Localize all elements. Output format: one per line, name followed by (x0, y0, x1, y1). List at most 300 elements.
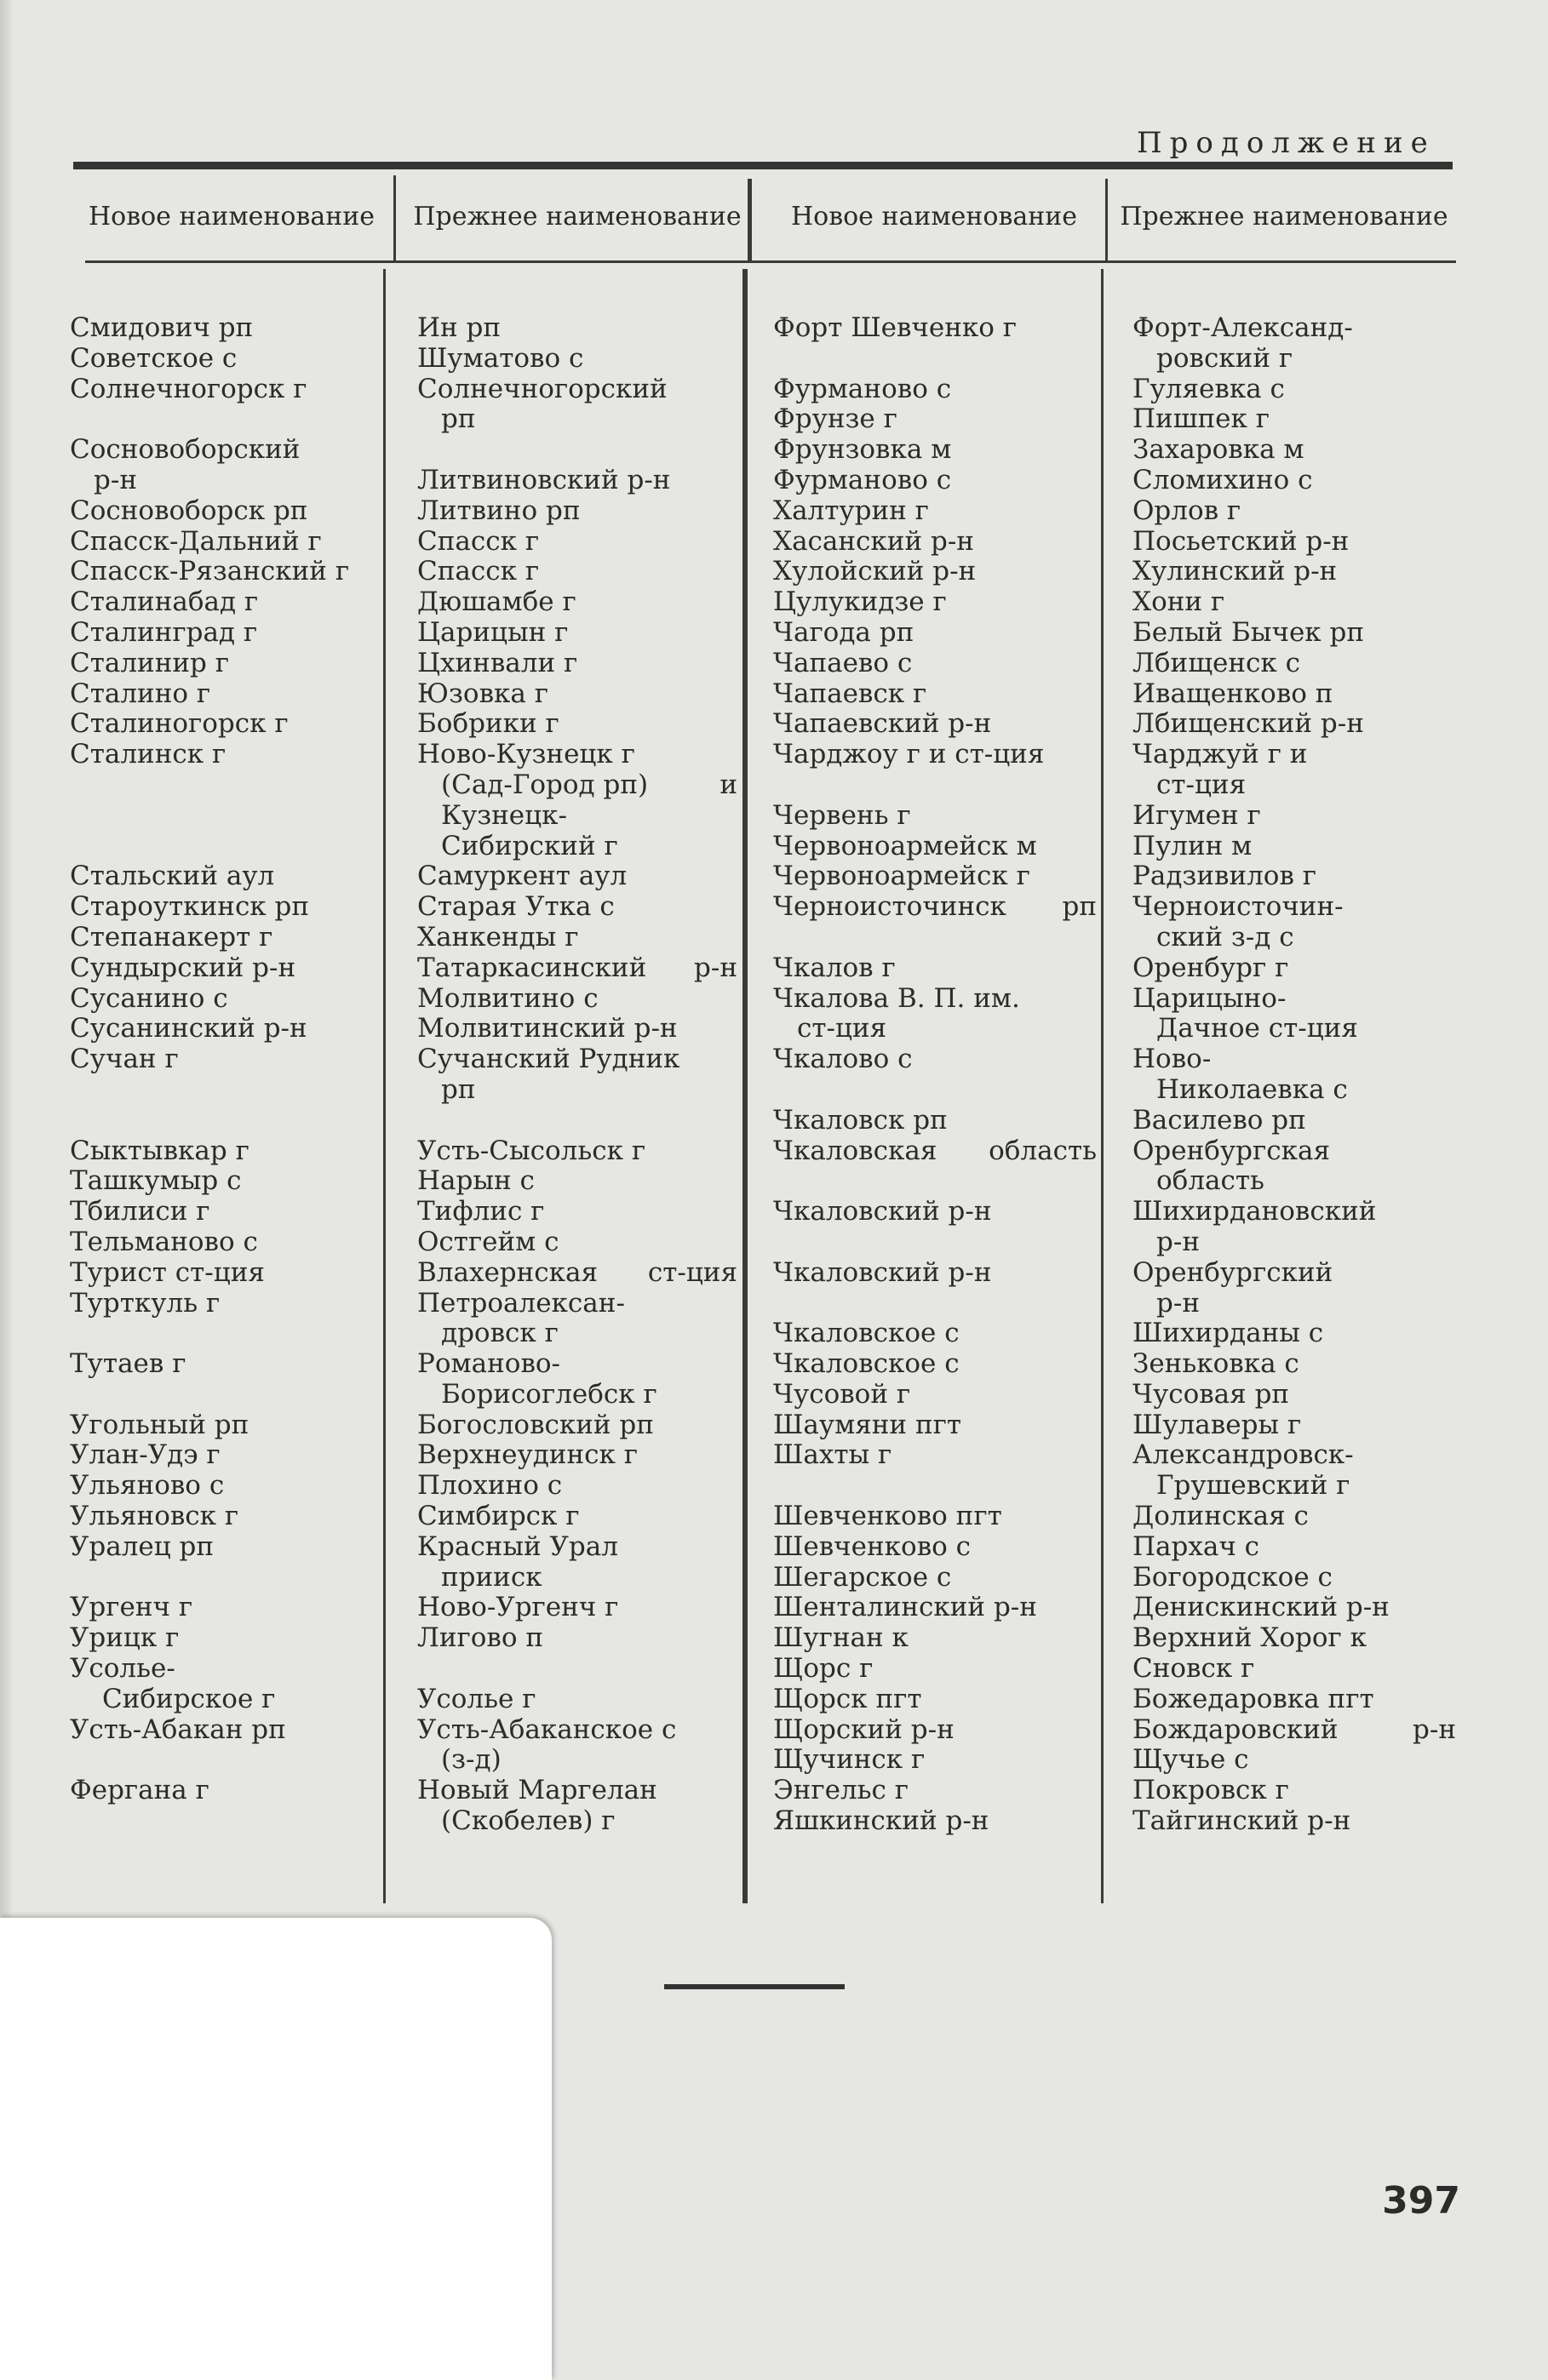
list-item (773, 466, 1097, 496)
list-item (1132, 587, 1456, 618)
list-item-text: Сибирский г (441, 830, 618, 861)
header-divider-2 (748, 179, 752, 260)
list-item (417, 1563, 737, 1593)
list-item-text: Сыктывкар г (70, 1135, 249, 1166)
list-item-text: Белый Бычек рп (1132, 616, 1365, 648)
list-item (1132, 1289, 1456, 1319)
list-item (773, 740, 1097, 770)
list-item-text: Червоноармейск м (773, 830, 1037, 861)
list-item (417, 953, 737, 984)
list-item-text: Хасанский р-н (773, 525, 974, 557)
list-item (70, 557, 376, 587)
list-item-text: Червоноармейск г (773, 861, 1030, 892)
list-item (70, 679, 376, 710)
list-item (773, 404, 1097, 435)
list-item-text: ровский г (1156, 342, 1293, 374)
list-item-text: Усолье г (417, 1683, 536, 1714)
list-item (773, 1654, 1097, 1685)
list-item-text: Хони г (1132, 586, 1225, 618)
list-item (417, 1075, 737, 1106)
list-item (773, 1776, 1097, 1806)
list-item (70, 496, 376, 527)
list-item-text: Чкаловск рп (773, 1104, 948, 1136)
list-item-text: Оренбургская (1132, 1135, 1331, 1166)
list-item-text: Николаевка с (1156, 1073, 1348, 1105)
list-item-text: Сновск г (1132, 1653, 1255, 1685)
list-item (1132, 1014, 1456, 1044)
list-item-tail: ст-ция (647, 1256, 737, 1288)
list-item-text: Улан-Удэ г (70, 1439, 221, 1471)
list-item (773, 1806, 1097, 1837)
list-item (773, 1227, 1097, 1258)
list-item (70, 1289, 376, 1319)
list-item (1132, 892, 1456, 923)
list-item (773, 557, 1097, 587)
list-item-text: Фрунзе г (773, 403, 897, 435)
list-item (1132, 557, 1456, 587)
list-item (417, 1776, 737, 1806)
column-new-name-1 (70, 313, 376, 1806)
list-item (773, 344, 1097, 375)
header-new-name-2: Новое наименование (790, 202, 1077, 232)
list-item-text: Ханкенды г (417, 921, 579, 953)
list-item (70, 1563, 376, 1593)
list-item (1132, 1623, 1456, 1654)
end-rule (664, 1984, 845, 1989)
column-divider-3 (1101, 269, 1104, 1903)
list-item-text: Орлов г (1132, 495, 1241, 526)
list-item (70, 1106, 376, 1136)
list-item-text: Чапаевск г (773, 678, 927, 709)
list-item-text: р-н (1156, 1287, 1200, 1319)
list-item (1132, 1136, 1456, 1167)
list-item-text: Шихирдановский (1132, 1196, 1377, 1227)
list-item (70, 1166, 376, 1197)
list-item (70, 709, 376, 740)
list-item-text: Верхний Хорог к (1132, 1622, 1367, 1654)
list-item (773, 861, 1097, 892)
list-item-text: прииск (441, 1561, 542, 1593)
list-item-text: Ургенч г (70, 1592, 193, 1623)
list-item-text: Сибирское г (102, 1683, 276, 1714)
list-item (70, 618, 376, 649)
list-item-text: Василево рп (1132, 1104, 1306, 1136)
list-item (70, 404, 376, 435)
list-item-text: Чусовой г (773, 1378, 911, 1410)
list-item-tail: рп (1062, 891, 1097, 923)
header-rule (85, 260, 1456, 263)
list-item (1132, 1593, 1456, 1623)
list-item (1132, 1380, 1456, 1410)
list-item (417, 1745, 737, 1776)
list-item-text: Литвино рп (417, 495, 581, 526)
list-item (417, 832, 737, 862)
list-item (1132, 1410, 1456, 1441)
list-item-text: Лигово п (417, 1622, 544, 1654)
list-item (70, 1380, 376, 1410)
list-item-text: Чкаловское с (773, 1348, 960, 1380)
list-item (417, 587, 737, 618)
list-item-text: Спасск-Рязанский г (70, 556, 350, 587)
list-item-text: Долинская с (1132, 1501, 1309, 1532)
list-item (1132, 466, 1456, 496)
list-item-text: Юзовка г (417, 678, 548, 709)
list-item (1132, 1440, 1456, 1471)
list-item-text: Зеньковка с (1132, 1348, 1299, 1380)
list-item-text: Чкаловское с (773, 1318, 960, 1349)
list-item-text: Татаркасинский (417, 952, 647, 983)
list-item (1132, 1806, 1456, 1837)
list-item-text: Степанакерт г (70, 921, 273, 953)
list-item (70, 953, 376, 984)
list-item (1132, 527, 1456, 558)
list-item (70, 1319, 376, 1349)
list-item-text: Фурманово с (773, 373, 952, 404)
list-item (417, 923, 737, 953)
list-item-text: Дачное ст-ция (1156, 1013, 1358, 1044)
list-item (417, 1410, 737, 1441)
header-new-name-1: Новое наименование (88, 202, 375, 232)
list-item-text: Уралец рп (70, 1530, 215, 1562)
list-item (417, 618, 737, 649)
list-item (417, 1471, 737, 1502)
list-item-text: Усть-Сысольск г (417, 1135, 646, 1166)
list-item-text: Сучан г (70, 1044, 179, 1075)
list-item-text: Царицыно- (1132, 982, 1287, 1014)
list-item-text: Угольный рп (70, 1409, 249, 1440)
list-item (1132, 1319, 1456, 1349)
header-old-name-1: Прежнее наименование (413, 202, 742, 232)
list-item-text: ст-ция (797, 1013, 887, 1044)
list-item (1132, 770, 1456, 801)
list-item (417, 892, 737, 923)
list-item-text: Чарджоу г и ст-ция (773, 739, 1045, 770)
list-item (417, 313, 737, 344)
list-item (70, 344, 376, 375)
list-item-text: Сталиногорск г (70, 708, 289, 740)
list-item (70, 1044, 376, 1075)
list-item (70, 801, 376, 832)
list-item-text: Пулин м (1132, 830, 1253, 861)
list-item-text: Оренбургский (1132, 1256, 1333, 1288)
list-item (70, 984, 376, 1015)
list-item (70, 375, 376, 405)
list-item (70, 1745, 376, 1776)
list-item (417, 1623, 737, 1654)
list-item-text: Чкаловская (773, 1135, 937, 1166)
list-item (1132, 1258, 1456, 1289)
list-item-text: Фергана г (70, 1775, 209, 1806)
list-item (417, 375, 737, 405)
list-item (1132, 496, 1456, 527)
list-item (70, 832, 376, 862)
list-item (70, 1440, 376, 1471)
list-item-text: Шевченково пгт (773, 1501, 1002, 1532)
list-item (417, 1014, 737, 1044)
list-item-text: Сталинир г (70, 647, 229, 678)
list-item (417, 527, 737, 558)
list-item (70, 1532, 376, 1563)
list-item-text: Чкаловский р-н (773, 1196, 992, 1227)
list-item (1132, 1745, 1456, 1776)
list-item-text: р-н (94, 464, 137, 495)
list-item-text: область (1156, 1165, 1264, 1197)
list-item-text: Богородское с (1132, 1561, 1333, 1593)
list-item (1132, 953, 1456, 984)
list-item (1132, 375, 1456, 405)
list-item-text: Щорс г (773, 1653, 874, 1685)
list-item-text: Чкалово с (773, 1044, 913, 1075)
list-item-text: рп (441, 403, 476, 435)
list-item-text: Верхнеудинск г (417, 1439, 638, 1471)
list-item (773, 1136, 1097, 1167)
list-item-text: Чагода рп (773, 616, 914, 648)
list-item (773, 832, 1097, 862)
column-new-name-2 (773, 313, 1097, 1837)
list-item (417, 1593, 737, 1623)
list-item-tail: и (720, 769, 737, 800)
column-old-name-2 (1132, 313, 1456, 1837)
list-item-text: Сучанский Рудник (417, 1044, 680, 1075)
list-item (417, 709, 737, 740)
list-item-text: Хулинский р-н (1132, 556, 1338, 587)
list-item (70, 1502, 376, 1532)
list-item (1132, 923, 1456, 953)
list-item (773, 1745, 1097, 1776)
list-item-text: Ин рп (417, 312, 502, 343)
list-item-text: Остгейм с (417, 1226, 559, 1257)
list-item-text: Посьетский р-н (1132, 525, 1350, 557)
list-item-text: Тифлис г (417, 1196, 545, 1227)
list-item-text: Шуматово с (417, 342, 584, 374)
header-old-name-2: Прежнее наименование (1120, 202, 1448, 232)
list-item (70, 649, 376, 679)
list-item (1132, 344, 1456, 375)
header-divider-1 (393, 175, 396, 260)
list-item-text: Сосновоборск рп (70, 495, 308, 526)
list-item (1132, 1532, 1456, 1563)
list-item-text: Черноисточин- (1132, 891, 1344, 923)
list-item (773, 679, 1097, 710)
list-item (773, 649, 1097, 679)
list-item-text: Кузнецк- (441, 799, 567, 831)
list-item-text: Шаумяни пгт (773, 1409, 961, 1440)
list-item-text: Лбищенский р-н (1132, 708, 1364, 740)
list-item (773, 1044, 1097, 1075)
list-item (417, 1136, 737, 1167)
list-item-text: Красный Урал (417, 1530, 618, 1562)
list-item-text: Чарджуй г и (1132, 739, 1308, 770)
list-item (70, 527, 376, 558)
list-item-text: Нарын с (417, 1165, 535, 1197)
list-item (1132, 1471, 1456, 1502)
list-item (417, 404, 737, 435)
list-item-text: Чкалова В. П. им. (773, 982, 1020, 1014)
list-item (773, 1075, 1097, 1106)
list-item (417, 1197, 737, 1227)
list-item (773, 435, 1097, 466)
list-item-text: Форт-Александ- (1132, 312, 1353, 343)
list-item-text: Сосновоборский (70, 434, 301, 466)
list-item (1132, 984, 1456, 1015)
list-item-text: Червень г (773, 799, 911, 831)
list-item (773, 1685, 1097, 1715)
list-item (773, 587, 1097, 618)
list-item (70, 1136, 376, 1167)
list-item (417, 1319, 737, 1349)
list-item-text: Богословский рп (417, 1409, 654, 1440)
list-item-text: Халтурин г (773, 495, 929, 526)
list-item-text: Шегарское с (773, 1561, 952, 1593)
list-item (773, 618, 1097, 649)
list-item (773, 984, 1097, 1015)
list-item (773, 1623, 1097, 1654)
list-item (1132, 1776, 1456, 1806)
list-item-text: Спасск г (417, 556, 540, 587)
list-item-text: Цулукидзе г (773, 586, 947, 618)
list-item (417, 740, 737, 770)
list-item (773, 1319, 1097, 1349)
list-item (417, 1715, 737, 1746)
list-item-text: Литвиновский р-н (417, 464, 671, 495)
list-item-text: Тутаев г (70, 1348, 186, 1380)
list-item (70, 1776, 376, 1806)
list-item (70, 892, 376, 923)
list-item-text: Турткуль г (70, 1287, 221, 1319)
list-item (773, 1106, 1097, 1136)
list-item-text: Радзивилов г (1132, 861, 1317, 892)
list-item (773, 527, 1097, 558)
list-item (773, 1502, 1097, 1532)
list-item-text: Ульяновск г (70, 1501, 239, 1532)
list-item (70, 1258, 376, 1289)
list-item-text: р-н (1156, 1226, 1200, 1257)
list-item (1132, 404, 1456, 435)
list-item (773, 1380, 1097, 1410)
list-item (773, 1258, 1097, 1289)
list-item-text: Новый Маргелан (417, 1775, 657, 1806)
list-item-text: Староуткинск рп (70, 891, 310, 923)
list-item-text: Урицк г (70, 1622, 180, 1654)
list-item (70, 1623, 376, 1654)
list-item (70, 1349, 376, 1380)
list-item-text: (Сад-Город рп) (441, 769, 649, 800)
list-item-text: Сталинград г (70, 616, 258, 648)
list-item (70, 1685, 376, 1715)
list-item-text: Царицын г (417, 616, 569, 648)
list-item-text: Грушевский г (1156, 1470, 1350, 1502)
list-item-text: Игумен г (1132, 799, 1261, 831)
list-item-text: дровск г (441, 1318, 559, 1349)
list-item (1132, 1502, 1456, 1532)
column-divider-2 (742, 269, 748, 1903)
list-item (1132, 1715, 1456, 1746)
list-item (417, 1289, 737, 1319)
list-item (417, 344, 737, 375)
list-item (773, 1410, 1097, 1441)
list-item (1132, 1075, 1456, 1106)
list-item (773, 496, 1097, 527)
list-item (417, 1440, 737, 1471)
list-item-text: Сталино г (70, 678, 211, 709)
list-item-text: Борисоглебск г (441, 1378, 657, 1410)
list-item-text: ст-ция (1156, 769, 1247, 800)
list-item-text: Шулаверы г (1132, 1409, 1302, 1440)
list-item-text: Ново- (1132, 1044, 1212, 1075)
list-item-text: Молвитинский р-н (417, 1013, 678, 1044)
list-item (417, 466, 737, 496)
list-item (417, 1258, 737, 1289)
list-item (1132, 618, 1456, 649)
list-item (417, 1166, 737, 1197)
list-item (417, 861, 737, 892)
list-item (70, 923, 376, 953)
list-item-text: Черноисточинск (773, 891, 1006, 923)
list-item (773, 801, 1097, 832)
list-item-text: Пархач с (1132, 1530, 1260, 1562)
list-item-text: Бождаровский (1132, 1713, 1339, 1745)
list-item (70, 1410, 376, 1441)
list-item (773, 1166, 1097, 1197)
list-item-text: Спасск г (417, 525, 540, 557)
list-item (70, 435, 376, 466)
list-item (417, 1806, 737, 1837)
list-item (417, 1227, 737, 1258)
list-item (417, 435, 737, 466)
list-item-text: Ново-Кузнецк г (417, 739, 635, 770)
list-item (1132, 1563, 1456, 1593)
list-item-text: Покровск г (1132, 1775, 1289, 1806)
list-item-text: Влахернская (417, 1256, 599, 1288)
list-item-text: Александровск- (1132, 1439, 1354, 1471)
list-item (417, 1685, 737, 1715)
list-item (773, 1532, 1097, 1563)
list-item (1132, 313, 1456, 344)
list-item-text: Сундырский р-н (70, 952, 296, 983)
list-item (417, 1044, 737, 1075)
list-item-text: Гуляевка с (1132, 373, 1285, 404)
list-item-text: Яшкинский р-н (773, 1805, 989, 1837)
list-item-text: Солнечногорский (417, 373, 668, 404)
list-item (1132, 1044, 1456, 1075)
list-item (417, 770, 737, 801)
list-item-text: Шенталинский р-н (773, 1592, 1037, 1623)
list-item-text: Старая Утка с (417, 891, 615, 923)
list-item (1132, 649, 1456, 679)
list-item (70, 587, 376, 618)
list-item (773, 1471, 1097, 1502)
list-item-text: Тайгинский р-н (1132, 1805, 1351, 1837)
list-item (1132, 679, 1456, 710)
list-item (417, 1532, 737, 1563)
list-item (773, 1593, 1097, 1623)
list-item-text: Дюшамбе г (417, 586, 576, 618)
column-divider-1 (383, 269, 386, 1903)
list-item (1132, 801, 1456, 832)
continued-label: Продолжение (1137, 126, 1436, 160)
list-item-text: Советское с (70, 342, 238, 374)
list-item (70, 1654, 376, 1685)
list-item-text: Ташкумыр с (70, 1165, 242, 1197)
list-item (417, 1502, 737, 1532)
list-item-text: Петроалексан- (417, 1287, 625, 1319)
list-item-text: Фурманово с (773, 464, 952, 495)
list-item (773, 375, 1097, 405)
list-item (70, 313, 376, 344)
list-item-text: Усть-Абакан рп (70, 1713, 286, 1745)
list-item (1132, 435, 1456, 466)
list-item (70, 466, 376, 496)
